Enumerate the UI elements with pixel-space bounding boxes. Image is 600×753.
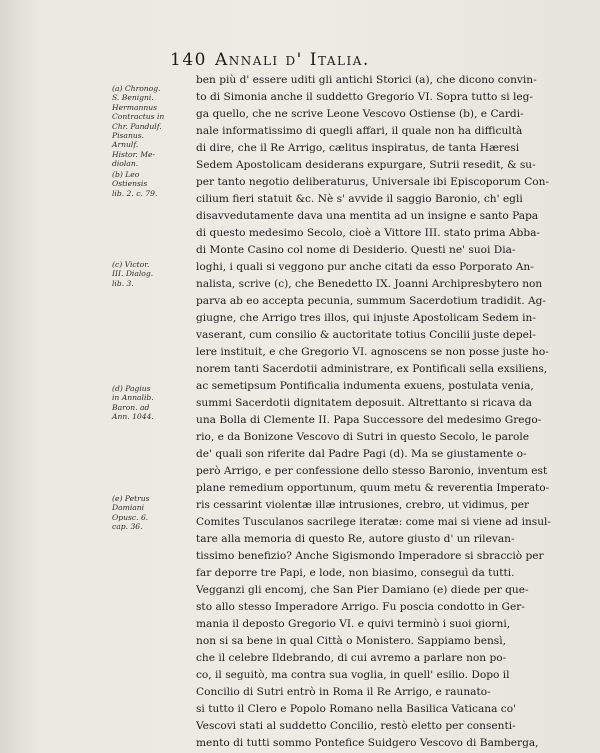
margin-note-d [112,384,196,422]
text-line: to di Simonia anche il suddetto Gregorio VI. Sopra tutto si leg- [196,91,533,103]
text-line: nalista, scrive (c), che Benedetto IX. Joanni Archipresbytero non [196,278,543,290]
note-line: Histor. Me- [112,149,156,159]
text-line: summi Sacerdotii dignitatem deposuit. Altrettanto si ricava da [196,397,532,409]
text-line: disavvedutamente dava una mentita ad un insigne e santo Papa [196,210,539,222]
text-line: mania il deposto Gregorio VI. e quivi terminò i suoi giorni, [196,618,511,630]
text-line: plane remedium opportunum, quum metu & reverentia Imperato- [196,482,550,494]
text-line: parva ab eo accepta pecunia, summum Sacerdotium tradidit. Ag- [196,295,546,307]
text-line: una Bolla di Clemente II. Papa Successore del medesimo Grego- [196,414,542,426]
text-line: tare alla memoria di questo Re, autore giusto d' un rilevan- [196,533,515,545]
note-line: diolan. [112,159,139,169]
text-line: ris cessarint violentæ illæ intrusiones, crebro, ut vidimus, per [196,499,530,511]
text-line: di dire, che il Re Arrigo, cælitus inspiratus, de tanta Hæresi [196,142,520,154]
note-line: Chr. Pandulf. [112,121,162,131]
note-line: (d) Pagius [112,384,151,393]
text-line: di Monte Casino col nome di Desiderio. Questi ne' suoi Dia- [196,244,516,256]
note-line: (a) Chronog. [112,84,161,93]
note-line: Ann. 1044. [112,412,154,422]
text-line: però Arrigo, e per confessione dello stesso Baronio, inventum est [196,465,548,477]
text-line: Sedem Apostolicam desiderans expurgare, Sutrii resedit, & su- [196,159,536,171]
margin-note-e [112,494,196,532]
note-line: (b) Leo [112,170,140,179]
text-line: non si sa bene in qual Città o Monistero. Sappiamo bensì, [196,635,506,647]
note-line: in Annalib. [112,393,154,403]
text-line: Vescovi stati al suddetto Concilio, restò eletto per consenti- [196,720,516,732]
text-line: de' quali son riferite dal Padre Pagi (d). Ma se giustamente o- [196,448,527,460]
note-line: cap. 36. [112,522,143,532]
note-line: Damiani [112,503,145,513]
margin-note-a [112,84,196,169]
text-line: cilium fieri statuit &c. Nè s' avvide il saggio Baronio, ch' egli [196,193,523,205]
text-line: si tutto il Clero e Popolo Romano nella Basilica Vaticana co' [196,703,517,715]
text-line: giugne, che Arrigo tres illos, qui injuste Apostolicam Sedem in- [196,312,536,324]
note-line: (c) Victor. [112,260,150,269]
note-line: lib. 2. c. 79. [112,188,158,198]
note-line: Baron. ad [112,402,150,412]
text-line: ga quello, che ne scrive Leone Vescovo Ostiense (b), e Cardi- [196,108,524,120]
text-line: mento di tutti sommo Pontefice Suidgero Vescovo di Bamberga, [196,737,539,749]
note-line: Opusc. 6. [112,512,149,522]
text-line: Vegganzi gli encomj, che San Pier Damiano (e) diede per que- [196,584,529,596]
text-line: loghi, i quali si veggono pur anche citati da esso Porporato An- [196,261,534,273]
text-line: co, il seguitò, ma contra sua voglia, in quell' esilio. Dopo il [196,669,510,681]
margin-note-c [112,260,196,288]
text-line: Comites Tusculanos sacrilege iteratæ: come mai si viene ad insul- [196,516,552,528]
note-line: Arnulf. [112,140,139,150]
text-line: per tanto negotio deliberaturus, Universale ibi Episcoporum Con- [196,176,550,188]
text-line: nale informatissimo di quegli affari, il quale non ha difficultà [196,125,523,137]
text-line: vaserant, cum consilio & auctoritate totius Concilii juste depel- [196,329,536,341]
note-line: (e) Petrus [112,494,150,503]
text-line: sto allo stesso Imperadore Arrigo. Fu poscia condotto in Ger- [196,601,525,613]
body-text [196,72,552,752]
text-line: che il celebre Ildebrando, di cui avremo a parlare non po- [196,652,507,664]
text-line: rio, e da Bonizone Vescovo di Sutri in questo Secolo, le parole [196,431,530,443]
note-line: lib. 3. [112,278,134,288]
note-line: III. Dialog. [112,269,154,279]
note-line: Contractus in [112,112,165,122]
text-line: ac semetipsum Pontificalia indumenta exuens, postulata venia, [196,380,534,392]
margin-note-b [112,170,196,198]
text-line: tissimo benefizio? Anche Sigismondo Imperadore si sbracciò per [196,550,544,562]
note-line: Hermannus [112,102,158,112]
note-line: Pisanus. [112,131,145,141]
text-line: di questo medesimo Secolo, cioè a Vittore III. stato prima Abba- [196,227,541,239]
text-line: norem tanti Sacerdotii administrare, ex Pontificali sella exsiliens, [196,363,548,375]
note-line: S. Benigni. [112,93,154,103]
page-number: 140 [170,50,207,70]
note-line: Ostiensis [112,179,148,189]
text-line: far deporre tre Papi, e lode, non biasimo, conseguì da tutti. [196,567,515,579]
text-line: Concilio di Sutri entrò in Roma il Re Arrigo, e raunato- [196,686,491,698]
text-line: lere instituit, e che Gregorio VI. agnoscens se non posse juste ho- [196,346,549,358]
running-title: Annali d' Italia. [215,50,370,70]
text-line: ben più d' essere uditi gli antichi Storici (a), che dicono convin- [196,74,537,86]
